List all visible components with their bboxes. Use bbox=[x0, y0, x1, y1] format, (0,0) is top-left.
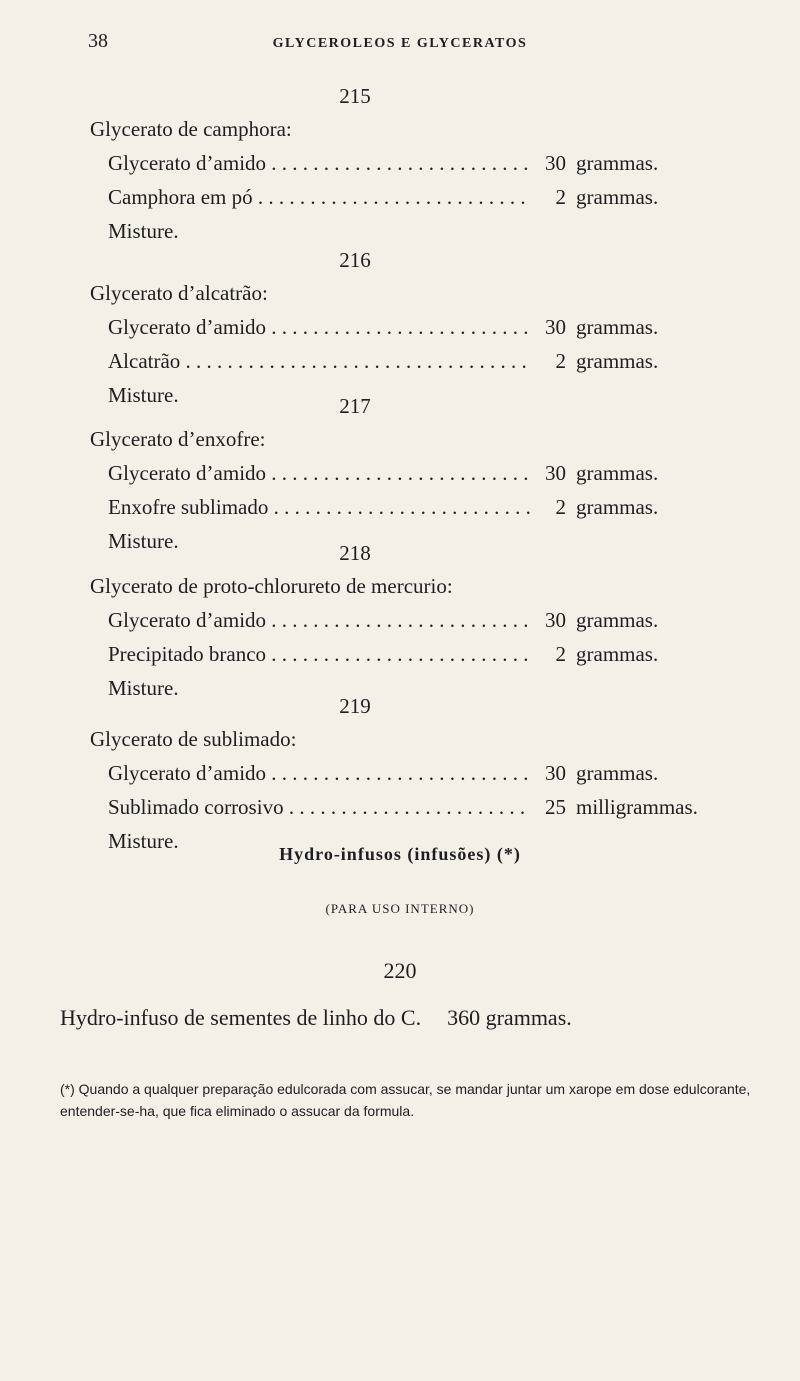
formula-title: Glycerato d’alcatrão: bbox=[90, 281, 268, 305]
ingredient-qty: 2 bbox=[555, 642, 566, 666]
ingredient-unit: grammas. bbox=[576, 315, 659, 339]
formula-number: 217 bbox=[339, 394, 371, 418]
ingredient-name: Camphora em pó . . . bbox=[90, 180, 530, 214]
ingredient-row bbox=[90, 790, 800, 824]
ingredient-unit: grammas. bbox=[576, 349, 659, 373]
ingredient-qty: 30 bbox=[545, 461, 566, 485]
ingredient-name: Alcatrão . . . bbox=[90, 344, 530, 378]
formula-218 bbox=[90, 537, 800, 705]
section-subheading: (PARA USO INTERNO) bbox=[325, 901, 475, 916]
ingredient-name: Sublimado corrosivo . . . bbox=[90, 790, 530, 824]
ingredient-name: Glycerato d’amido . . . bbox=[90, 603, 530, 637]
ingredient-qty: 25 bbox=[545, 795, 566, 819]
ingredient-unit: grammas. bbox=[576, 461, 659, 485]
instruction: Misture. bbox=[108, 529, 179, 553]
ingredient-qty: 30 bbox=[545, 608, 566, 632]
ingredient-qty: 2 bbox=[555, 349, 566, 373]
ingredient-row bbox=[90, 490, 800, 524]
ingredient-row bbox=[90, 310, 800, 344]
formula-217 bbox=[90, 390, 800, 558]
ingredient-row bbox=[90, 456, 800, 490]
ingredient-row bbox=[90, 637, 800, 671]
footnote: (*) Quando a qualquer preparação edulcorada com assucar, se mandar juntar um xarope em dose edulcorante, entender-se-ha, que fica eliminado o assucar da formula. bbox=[60, 1081, 751, 1119]
instruction: Misture. bbox=[108, 829, 179, 853]
ingredient-row bbox=[90, 180, 800, 214]
ingredient-unit: grammas. bbox=[576, 761, 659, 785]
ingredient-unit: milligrammas. bbox=[576, 795, 698, 819]
formula-220-qty: 360 grammas. bbox=[447, 1005, 572, 1030]
formula-216 bbox=[90, 244, 800, 412]
ingredient-name: Precipitado branco . . . bbox=[90, 637, 530, 671]
formula-number: 215 bbox=[339, 84, 371, 108]
ingredient-name: Enxofre sublimado . . . bbox=[90, 490, 530, 524]
formula-number: 220 bbox=[383, 958, 417, 983]
formula-215 bbox=[90, 80, 800, 248]
section-heading: Hydro-infusos (infusões) (*) bbox=[279, 844, 521, 864]
ingredient-unit: grammas. bbox=[576, 642, 659, 666]
ingredient-name: Glycerato d’amido . . . bbox=[90, 756, 530, 790]
instruction: Misture. bbox=[108, 219, 179, 243]
ingredient-name: Glycerato d’amido . . . bbox=[90, 310, 530, 344]
ingredient-name: Glycerato d’amido . . . bbox=[90, 456, 530, 490]
ingredient-qty: 30 bbox=[545, 315, 566, 339]
formula-title: Glycerato de camphora: bbox=[90, 117, 292, 141]
ingredient-row bbox=[90, 756, 800, 790]
formula-number: 216 bbox=[339, 248, 371, 272]
formula-219 bbox=[90, 690, 800, 858]
page-number: 38 bbox=[88, 30, 108, 52]
ingredient-unit: grammas. bbox=[576, 151, 659, 175]
formula-number: 218 bbox=[339, 541, 371, 565]
instruction: Misture. bbox=[108, 676, 179, 700]
formula-220-row bbox=[60, 1005, 572, 1031]
formula-title: Glycerato de proto-chlorureto de mercurio: bbox=[90, 574, 453, 598]
formula-220-text: Hydro-infuso de sementes de linho do C. bbox=[60, 1005, 422, 1030]
formula-title: Glycerato d’enxofre: bbox=[90, 427, 266, 451]
ingredient-row bbox=[90, 146, 800, 180]
ingredient-unit: grammas. bbox=[576, 608, 659, 632]
ingredient-row bbox=[90, 603, 800, 637]
running-title: GLYCEROLEOS E GLYCERATOS bbox=[272, 36, 528, 51]
ingredient-qty: 2 bbox=[555, 495, 566, 519]
instruction: Misture. bbox=[108, 383, 179, 407]
ingredient-unit: grammas. bbox=[576, 185, 659, 209]
ingredient-name: Glycerato d’amido . . . bbox=[90, 146, 530, 180]
ingredient-qty: 2 bbox=[555, 185, 566, 209]
ingredient-qty: 30 bbox=[545, 761, 566, 785]
formula-title: Glycerato de sublimado: bbox=[90, 727, 297, 751]
ingredient-row bbox=[90, 344, 800, 378]
formula-number: 219 bbox=[339, 694, 371, 718]
ingredient-unit: grammas. bbox=[576, 495, 659, 519]
ingredient-qty: 30 bbox=[545, 151, 566, 175]
